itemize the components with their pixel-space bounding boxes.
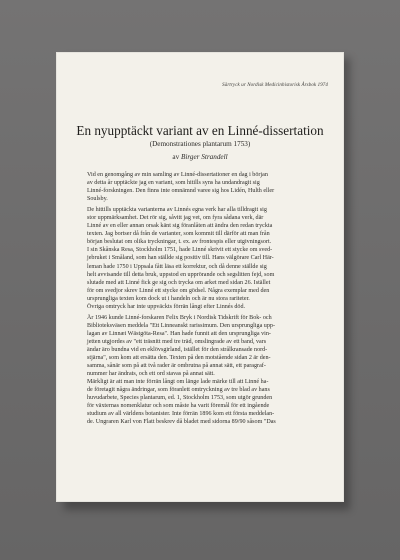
text-line: jebruket i Småland, som han ställde sig positiv till. Hans välgörare Carl Här- [87, 255, 274, 262]
text-line: av detta år upptäckte jag en variant, som hitills syns ha undandragit sig [87, 180, 260, 187]
document-subtitle: (Demonstrationes plantarum 1753) [149, 140, 251, 148]
author-name: Birger Strandell [180, 153, 228, 161]
text-line: helt avvisande till detta bruk, uppstod en upprörande och segslitten fejd, som [87, 271, 275, 278]
text-line: nummer har ändrats, och ett ord stavas på annat sätt. [87, 371, 215, 378]
text-line: början beslutat om olika tryckningar, t. ex. av frontespis eller utgivningsort. [87, 239, 272, 246]
text-line: Soulsby. [87, 196, 108, 203]
text-line: samma, sånär som på att två rader är ombrutna på annat sätt, ett paragraf- [87, 363, 266, 370]
article-body [79, 171, 327, 426]
text-line: De hittills upptäckta varianterna av Linnés egna verk har alla tilldragit sig [87, 207, 267, 214]
text-line: slutade med att Linné fick ge sig och trycka om arket med sidan 26. Istället [87, 279, 271, 286]
text-line: Linné av en eller annan orsak känt sig föranlåten att ändra den redan tryckta [87, 223, 273, 230]
text-line: de. Ungraren Karl von Flatt beskrev då bladet med sidorna 89/90 såsom "Das [87, 419, 276, 426]
paragraph [79, 314, 327, 378]
text-line: studium av all världens botanister. Inte förrän 1896 kom ett första meddelan- [87, 411, 275, 418]
text-line: Märkligt är att man inte förrän långt om länge lade märke till att Linné ha- [87, 379, 269, 386]
text-line: leman hade 1750 i Uppsala fått läsa ett korrektur, och då denne ställde sig [87, 263, 267, 270]
text-line: I sin Skånska Resa, Stockholm 1751, hade Linné skrivit ett stycke om sved- [87, 247, 273, 254]
text-line: Biblioteksväsen meddela "Ett Linneanskt rarissimum. Den ursprungliga upp- [87, 322, 275, 329]
document-title: En nyupptäckt variant av en Linné-dissertation [76, 123, 324, 138]
paragraph [79, 206, 327, 246]
text-line: de företagit några ändringar, som föranlett omtryckning av tre blad av hans [87, 387, 270, 394]
text-line: för växternas nomenklatur och som måste ha varit föremål för ett ingående [87, 403, 270, 410]
offprint-note: Särtryck ur Nordisk Medicinhistorisk Årsbok 1974 [222, 83, 328, 88]
paragraph [79, 378, 327, 426]
text-line: ursprungliga texten kom dock ut i handeln och är nu stora rariteter. [87, 295, 250, 302]
text-line: jetten utgjordes av "ett träsnitt med tre träd, omslingrade av ett band, vars [87, 338, 267, 345]
text-line: År 1946 kunde Linné-forskaren Felix Bryk i Nordisk Tidskrift för Bok- och [87, 314, 272, 321]
author-line [56, 153, 344, 161]
author-prefix: av [172, 153, 180, 161]
document-page [56, 52, 344, 502]
text-line: texten. Jag bortser då från de varianter, som kommit till därför att man från [87, 231, 270, 238]
text-line: lagan av Linnæi Wästgöta-Resa". Han hade funnit att den ursprungliga vin- [87, 330, 271, 337]
text-line: huvudarbete, Species plantarum, ed. 1, Stockholm 1753, som utgör grunden [87, 395, 273, 402]
text-line: Vid en genomgång av min samling av Linné-dissertationer en dag i början [87, 172, 268, 178]
text-line: Övriga omtryck har inte uppväckts förrän långt efter Linnés död. [87, 303, 246, 310]
text-line: för om svedjor skrev Linné ett stycke om gödsel. Några exemplar med den [87, 287, 270, 294]
paragraph [79, 246, 327, 310]
text-line: Linné-forskningen. Den finns inte omnämnd varee sig hos Lidén, Hulth eller [87, 188, 275, 195]
text-line: stor uppmärksamhet. Det rör sig, såvitt jag vet, om fyra sådana verk, där [87, 215, 264, 222]
paragraph [79, 171, 327, 203]
text-line: stjärna", som kom att ersätta den. Texten på den motstående sidan 2 är den- [87, 355, 271, 362]
text-line: ändar äro bundna vid en eklövsgirland, istället för den strålkransade nord- [87, 346, 268, 353]
